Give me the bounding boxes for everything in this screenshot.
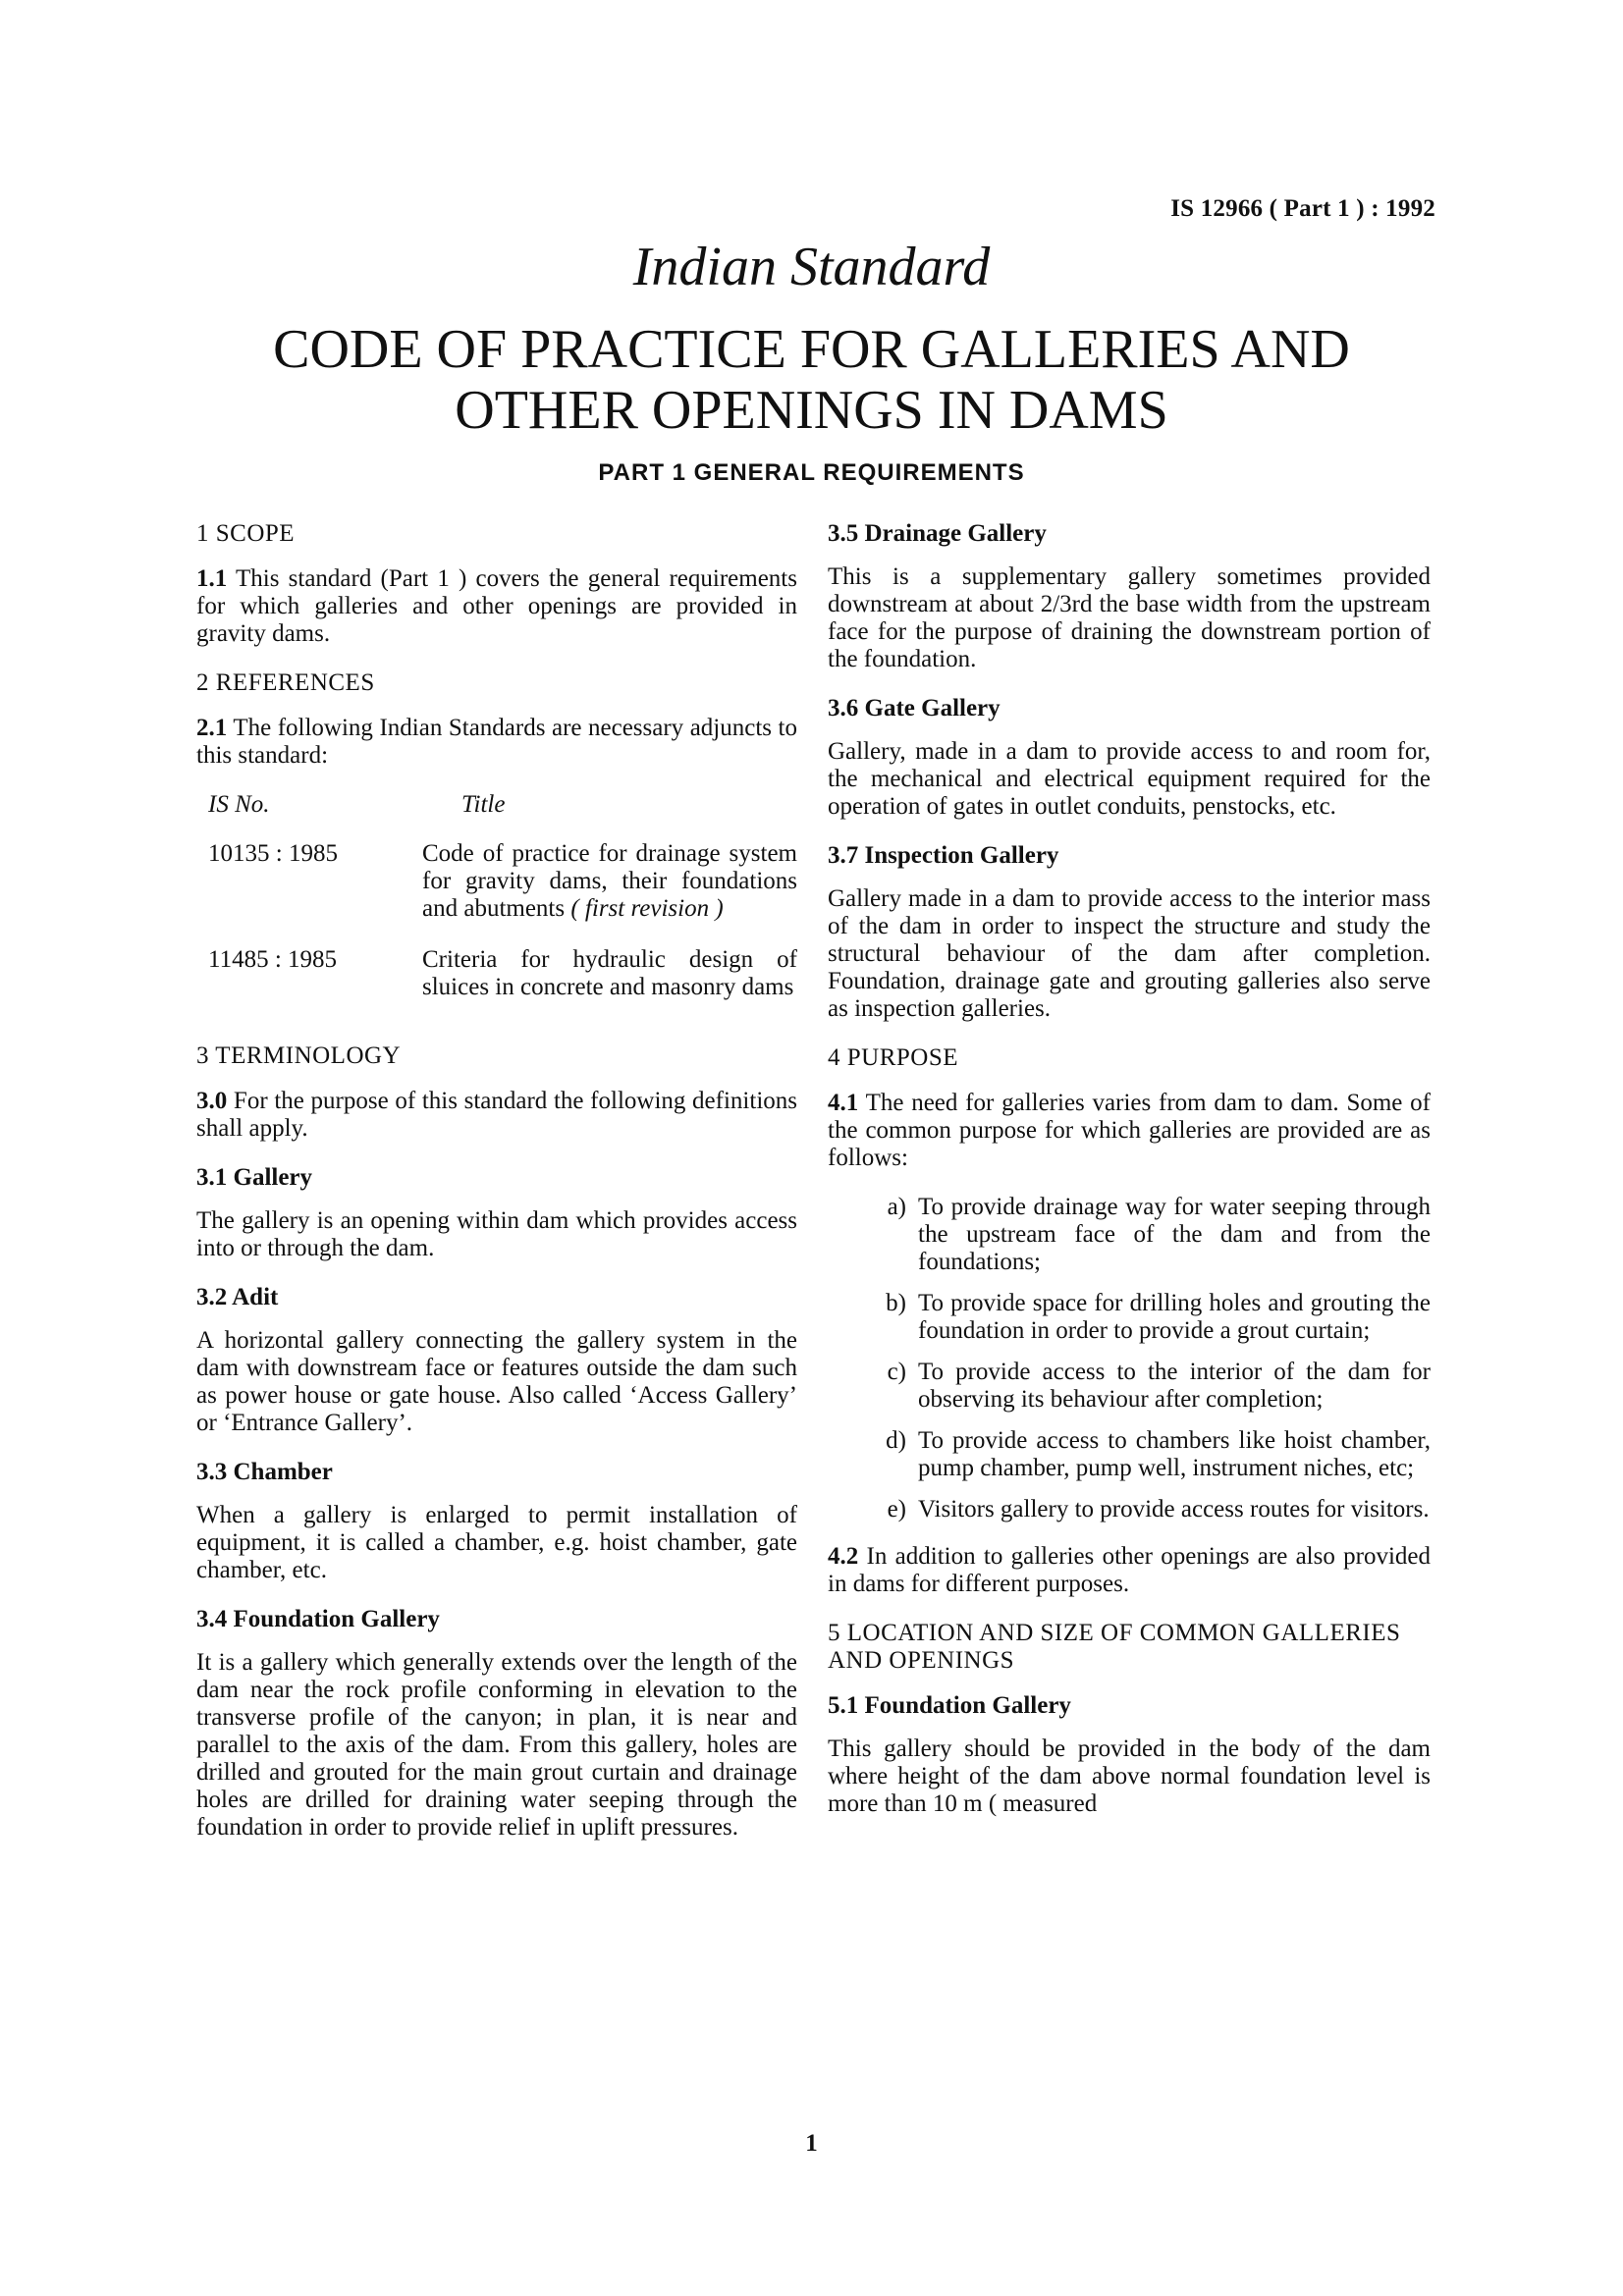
clause-number: 2.1 xyxy=(196,715,228,741)
references-table xyxy=(208,791,797,1025)
clause-heading-3-3 xyxy=(196,1459,797,1486)
clause-heading-3-7 xyxy=(828,842,1431,870)
reference-title: Criteria for hydraulic design of sluices in concrete and masonry dams xyxy=(422,946,797,1000)
clause-3-0 xyxy=(196,1088,797,1143)
clause-number: 4.2 xyxy=(828,1543,859,1570)
clause-4-1 xyxy=(828,1090,1431,1172)
reference-title-cell xyxy=(422,946,797,1025)
clause-text-3-5: This is a supplementary gallery sometimes provided downstream at about 2/3rd the base width from the upstream face for the purpose of draining the downstream portion of the foundation. xyxy=(828,563,1431,672)
table-row xyxy=(208,946,797,1025)
list-item xyxy=(828,1359,1431,1414)
section-heading-purpose: 4 PURPOSE xyxy=(828,1044,959,1071)
section-heading-references: 2 REFERENCES xyxy=(196,669,375,696)
clause-title: Gallery xyxy=(233,1164,313,1191)
section-heading-location-size: 5 LOCATION AND SIZE OF COMMON GALLERIES AND OPENINGS xyxy=(828,1620,1401,1674)
list-label: d) xyxy=(886,1427,906,1454)
list-item xyxy=(828,1496,1431,1523)
clause-text-3-3: When a gallery is enlarged to permit installation of equipment, it is called a chamber, e.g. hoist chamber, gate chamber, etc. xyxy=(196,1502,797,1583)
clause-heading-3-1 xyxy=(196,1164,797,1192)
clause-number: 3.5 xyxy=(828,520,859,547)
section-heading-terminology: 3 TERMINOLOGY xyxy=(196,1042,402,1069)
page-number: 1 xyxy=(805,2130,818,2157)
clause-text: For the purpose of this standard the following definitions shall apply. xyxy=(196,1088,797,1142)
reference-number: 10135 : 1985 xyxy=(208,840,338,867)
list-item xyxy=(828,1427,1431,1482)
clause-heading-3-2 xyxy=(196,1284,797,1311)
list-text: To provide drainage way for water seeping through the upstream face of the dam and from the foundations; xyxy=(918,1194,1431,1275)
table-row xyxy=(208,840,797,946)
purpose-list xyxy=(828,1194,1431,1523)
clause-text-3-2: A horizontal gallery connecting the gallery system in the dam with downstream face or features outside the dam such as power house or gate house. Also called ‘Access Gallery’ or ‘Entrance Gallery’. xyxy=(196,1327,797,1436)
clause-number: 3.7 xyxy=(828,842,859,869)
clause-heading-3-4 xyxy=(196,1606,797,1633)
clause-heading-3-5 xyxy=(828,520,1431,548)
list-item xyxy=(828,1290,1431,1345)
clause-title: Chamber xyxy=(233,1459,333,1485)
clause-text-3-4: It is a gallery which generally extends over the length of the dam near the rock profile conforming in elevation to the transverse profile of the canyon; in plan, it is near and parallel to the axis of the dam. From this gallery, holes are drilled and grouted for the main grout curtain and drainage holes are drilled for draining water seeping through the foundation in order to provide relief in uplift pressures. xyxy=(196,1649,797,1841)
title-line-2: OTHER OPENINGS IN DAMS xyxy=(455,380,1168,441)
standard-number: IS 12966 ( Part 1 ) : 1992 xyxy=(1170,195,1435,222)
list-text: To provide space for drilling holes and grouting the foundation in order to provide a grout curtain; xyxy=(918,1290,1431,1344)
clause-text-3-1: The gallery is an opening within dam which provides access into or through the dam. xyxy=(196,1207,797,1261)
list-label: a) xyxy=(887,1194,906,1220)
list-label: c) xyxy=(887,1359,906,1385)
clause-heading-3-6 xyxy=(828,695,1431,722)
clause-number: 3.1 xyxy=(196,1164,228,1191)
clause-title: Foundation Gallery xyxy=(864,1692,1071,1719)
clause-title: Drainage Gallery xyxy=(864,520,1047,547)
document-title xyxy=(0,319,1623,441)
references-col-is-no: IS No. xyxy=(208,791,270,818)
references-header-row xyxy=(208,791,797,840)
references-col-title: Title xyxy=(461,791,506,818)
list-text: Visitors gallery to provide access routes for visitors. xyxy=(918,1496,1430,1522)
clause-text: This standard (Part 1 ) covers the general requirements for which galleries and other openings are provided in gravity dams. xyxy=(196,565,797,647)
clause-text: In addition to galleries other openings are also provided in dams for different purposes. xyxy=(828,1543,1432,1597)
list-text: To provide access to the interior of the dam for observing its behaviour after completion; xyxy=(918,1359,1431,1413)
list-item xyxy=(828,1194,1431,1276)
clause-number: 3.3 xyxy=(196,1459,228,1485)
clause-number: 3.4 xyxy=(196,1606,228,1632)
clause-1-1 xyxy=(196,565,797,648)
clause-text: The need for galleries varies from dam to dam. Some of the common purpose for which galleries are provided are as follows: xyxy=(828,1090,1431,1171)
clause-text-3-7: Gallery made in a dam to provide access to the interior mass of the dam in order to inspect the structure and study the structural behaviour of the dam after completion. Foundation, drainage gate and grouting galleries also serve as inspection galleries. xyxy=(828,885,1431,1022)
clause-title: Gate Gallery xyxy=(864,695,1001,721)
standard-kicker: Indian Standard xyxy=(632,237,991,297)
clause-number: 4.1 xyxy=(828,1090,859,1116)
right-column xyxy=(828,520,1431,1840)
clause-heading-5-1 xyxy=(828,1692,1431,1720)
clause-number: 5.1 xyxy=(828,1692,859,1719)
clause-4-2 xyxy=(828,1543,1431,1598)
left-column xyxy=(196,520,797,1863)
clause-text-3-6: Gallery, made in a dam to provide access to and room for, the mechanical and electrical equipment required for the operation of gates in outlet conduits, penstocks, etc. xyxy=(828,738,1431,820)
clause-number: 1.1 xyxy=(196,565,228,592)
list-text: To provide access to chambers like hoist chamber, pump chamber, pump well, instrument niches, etc; xyxy=(918,1427,1431,1481)
reference-note: ( first revision ) xyxy=(570,895,724,922)
part-title: PART 1 GENERAL REQUIREMENTS xyxy=(598,459,1025,486)
section-heading-scope: 1 SCOPE xyxy=(196,520,296,547)
clause-2-1 xyxy=(196,715,797,770)
clause-number: 3.0 xyxy=(196,1088,228,1114)
clause-text: The following Indian Standards are necessary adjuncts to this standard: xyxy=(196,715,797,769)
clause-title: Adit xyxy=(232,1284,279,1310)
clause-text-5-1: This gallery should be provided in the body of the dam where height of the dam above normal foundation level is more than 10 m ( measured xyxy=(828,1735,1431,1817)
list-label: e) xyxy=(887,1496,906,1522)
clause-number: 3.6 xyxy=(828,695,859,721)
list-label: b) xyxy=(886,1290,906,1316)
clause-title: Foundation Gallery xyxy=(233,1606,440,1632)
reference-title-cell xyxy=(422,840,797,946)
reference-number: 11485 : 1985 xyxy=(208,946,338,973)
title-line-1: CODE OF PRACTICE FOR GALLERIES AND xyxy=(273,319,1350,380)
clause-title: Inspection Gallery xyxy=(864,842,1059,869)
reference-title: Code of practice for drainage system for gravity dams, their foundations and abutments xyxy=(422,840,797,922)
clause-number: 3.2 xyxy=(196,1284,228,1310)
